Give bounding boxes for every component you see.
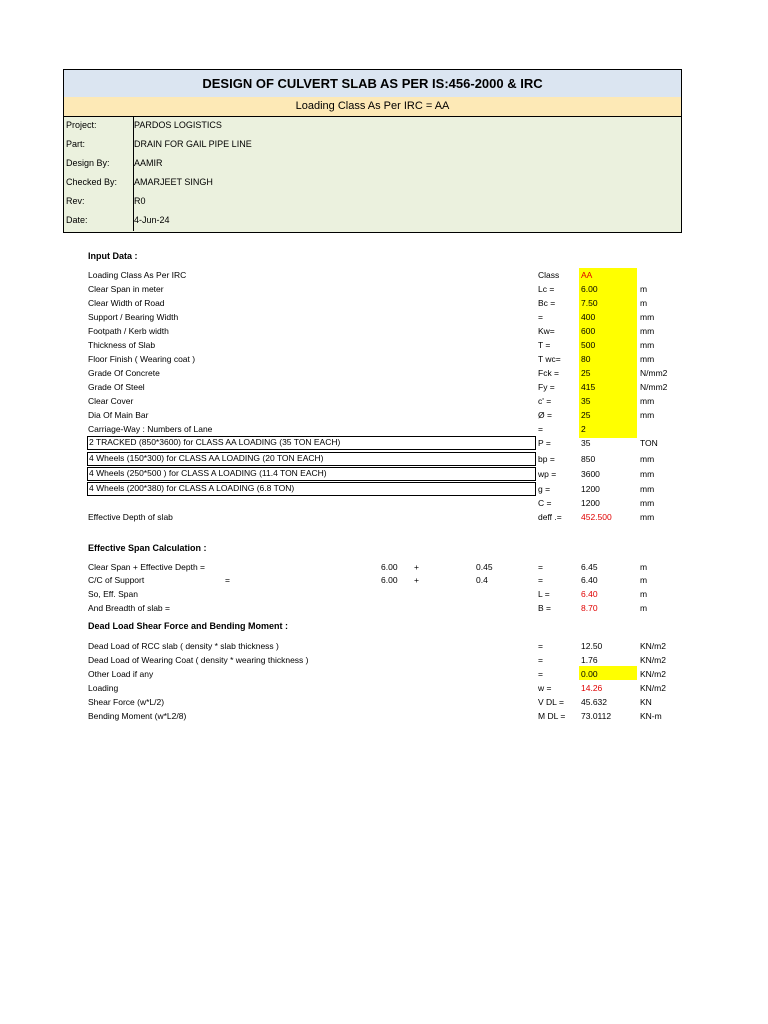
dead-symbol: w = (538, 683, 552, 693)
load-unit: mm (640, 454, 655, 464)
meta-key: Part: (64, 136, 134, 155)
dead-symbol: V DL = (538, 697, 564, 707)
input-unit: mm (640, 340, 655, 350)
input-unit: mm (640, 354, 655, 364)
input-symbol: = (538, 312, 543, 322)
meta-value: PARDOS LOGISTICS (134, 120, 222, 130)
input-value[interactable]: 600 (581, 326, 596, 336)
meta-row-project (63, 117, 682, 137)
meta-row-part (63, 136, 682, 156)
input-symbol: Fck = (538, 368, 560, 378)
input-value[interactable]: 2 (581, 424, 586, 434)
load-value: 3600 (581, 469, 600, 479)
input-value[interactable]: 6.00 (581, 284, 598, 294)
input-symbol: Ø = (538, 410, 552, 420)
input-symbol: Fy = (538, 382, 555, 392)
input-label: Clear Width of Road (88, 298, 165, 308)
input-label: Clear Span in meter (88, 284, 164, 294)
load-symbol: bp = (538, 454, 555, 464)
meta-key: Project: (64, 117, 134, 136)
meta-row-design-by (63, 155, 682, 175)
load-value: 35 (581, 438, 591, 448)
dead-symbol: = (538, 669, 543, 679)
input-label: Dia Of Main Bar (88, 410, 149, 420)
span-heading: Effective Span Calculation : (88, 543, 207, 553)
deff-label: Effective Depth of slab (88, 512, 173, 522)
load-value: 1200 (581, 484, 600, 494)
span-label: And Breadth of slab = (88, 603, 170, 613)
c-unit: mm (640, 498, 655, 508)
dead-value: 1.76 (581, 655, 598, 665)
load-symbol: wp = (538, 469, 557, 479)
span-value: 8.70 (581, 603, 598, 613)
other-load-input[interactable]: 0.00 (581, 669, 598, 679)
span-value: 6.45 (581, 562, 598, 572)
input-symbol: Kw= (538, 326, 555, 336)
deff-unit: mm (640, 512, 655, 522)
meta-value: AAMIR (134, 158, 163, 168)
sheet-title: DESIGN OF CULVERT SLAB AS PER IS:456-2000 & IRC (63, 69, 682, 98)
dead-label: Shear Force (w*L/2) (88, 697, 165, 707)
dead-unit: KN/m2 (640, 641, 666, 651)
load-type-option[interactable]: 2 TRACKED (850*3600) for CLASS AA LOADING (35 TON EACH) (87, 436, 536, 450)
meta-key: Date: (64, 212, 134, 231)
input-label: Support / Bearing Width (88, 312, 179, 322)
dead-label: Bending Moment (w*L2/8) (88, 711, 187, 721)
span-unit: m (640, 603, 648, 613)
input-unit: N/mm2 (640, 382, 668, 392)
input-label: Carriage-Way : Numbers of Lane (88, 424, 213, 434)
span-operand-a: 6.00 (381, 575, 398, 585)
load-symbol: g = (538, 484, 551, 494)
span-symbol: B = (538, 603, 551, 613)
input-value[interactable]: 415 (581, 382, 596, 392)
dead-label: Dead Load of RCC slab ( density * slab thickness ) (88, 641, 279, 651)
dead-unit: KN-m (640, 711, 662, 721)
input-symbol: c' = (538, 396, 552, 406)
span-symbol: L = (538, 589, 550, 599)
dead-label: Dead Load of Wearing Coat ( density * wearing thickness ) (88, 655, 309, 665)
span-operand-b: 0.45 (476, 562, 493, 572)
meta-key: Design By: (64, 155, 134, 174)
dead-value: 12.50 (581, 641, 603, 651)
loading-class-banner: Loading Class As Per IRC = AA (63, 97, 682, 117)
input-symbol: = (538, 424, 543, 434)
dead-unit: KN (640, 697, 652, 707)
span-value: 6.40 (581, 575, 598, 585)
span-label: C/C of Support (88, 575, 145, 585)
dead-unit: KN/m2 (640, 683, 666, 693)
span-operator: + (414, 562, 419, 572)
meta-value: R0 (134, 196, 146, 206)
input-unit: mm (640, 396, 655, 406)
input-value[interactable]: 25 (581, 368, 591, 378)
input-value[interactable]: 25 (581, 410, 591, 420)
span-unit: m (640, 575, 648, 585)
meta-value: AMARJEET SINGH (134, 177, 213, 187)
input-unit: N/mm2 (640, 368, 668, 378)
input-label: Clear Cover (88, 396, 134, 406)
input-label: Grade Of Steel (88, 382, 145, 392)
span-label: Clear Span + Effective Depth = (88, 562, 206, 572)
input-unit: m (640, 298, 648, 308)
meta-value: 4-Jun-24 (134, 215, 170, 225)
dead-value: 14.26 (581, 683, 603, 693)
input-value[interactable]: 80 (581, 354, 591, 364)
load-unit: mm (640, 484, 655, 494)
dead-symbol: M DL = (538, 711, 566, 721)
meta-row-rev (63, 193, 682, 213)
input-symbol: Bc = (538, 298, 556, 308)
input-value[interactable]: AA (581, 270, 593, 280)
meta-row-checked-by (63, 174, 682, 194)
input-symbol: T = (538, 340, 551, 350)
input-label: Grade Of Concrete (88, 368, 160, 378)
span-operand-a: 6.00 (381, 562, 398, 572)
dead-label: Loading (88, 683, 119, 693)
dead-unit: KN/m2 (640, 669, 666, 679)
input-unit: mm (640, 410, 655, 420)
input-data-heading: Input Data : (88, 251, 138, 261)
input-value[interactable]: 500 (581, 340, 596, 350)
load-type-option[interactable]: 4 Wheels (150*300) for CLASS AA LOADING (20 TON EACH) (87, 452, 536, 466)
span-unit: m (640, 562, 648, 572)
input-symbol: T wc= (538, 354, 561, 364)
span-label: So, Eff. Span (88, 589, 138, 599)
span-operand-b: 0.4 (476, 575, 488, 585)
input-unit: mm (640, 312, 655, 322)
dead-symbol: = (538, 641, 543, 651)
span-operator: + (414, 575, 419, 585)
meta-key: Checked By: (64, 174, 134, 193)
dead-value: 45.632 (581, 697, 607, 707)
dead-unit: KN/m2 (640, 655, 666, 665)
load-type-option[interactable]: 4 Wheels (200*380) for CLASS A LOADING (6.8 TON) (87, 482, 536, 496)
meta-row-date (63, 212, 682, 233)
deff-symbol: deff .= (538, 512, 562, 522)
input-label: Thickness of Slab (88, 340, 156, 350)
input-symbol: Class (538, 270, 560, 280)
load-unit: mm (640, 469, 655, 479)
input-symbol: Lc = (538, 284, 555, 294)
span-symbol: = (538, 575, 543, 585)
load-symbol: P = (538, 438, 551, 448)
dead-load-heading: Dead Load Shear Force and Bending Moment : (88, 621, 289, 631)
load-value: 850 (581, 454, 596, 464)
meta-value: DRAIN FOR GAIL PIPE LINE (134, 139, 252, 149)
input-label: Loading Class As Per IRC (88, 270, 187, 280)
dead-symbol: = (538, 655, 543, 665)
load-unit: TON (640, 438, 658, 448)
dead-label: Other Load if any (88, 669, 154, 679)
deff-value: 452.500 (581, 512, 612, 522)
span-symbol: = (538, 562, 543, 572)
span-value: 6.40 (581, 589, 598, 599)
input-label: Footpath / Kerb width (88, 326, 169, 336)
load-type-option[interactable]: 4 Wheels (250*500 ) for CLASS A LOADING (11.4 TON EACH) (87, 467, 536, 481)
c-value: 1200 (581, 498, 600, 508)
input-value[interactable]: 400 (581, 312, 596, 322)
input-value[interactable]: 7.50 (581, 298, 598, 308)
c-symbol: C = (538, 498, 552, 508)
dead-value: 73.0112 (581, 711, 612, 721)
input-unit: m (640, 284, 648, 294)
input-value[interactable]: 35 (581, 396, 591, 406)
span-equals: = (225, 575, 230, 585)
meta-key: Rev: (64, 193, 134, 212)
input-unit: mm (640, 326, 655, 336)
span-unit: m (640, 589, 648, 599)
input-label: Floor Finish ( Wearing coat ) (88, 354, 196, 364)
